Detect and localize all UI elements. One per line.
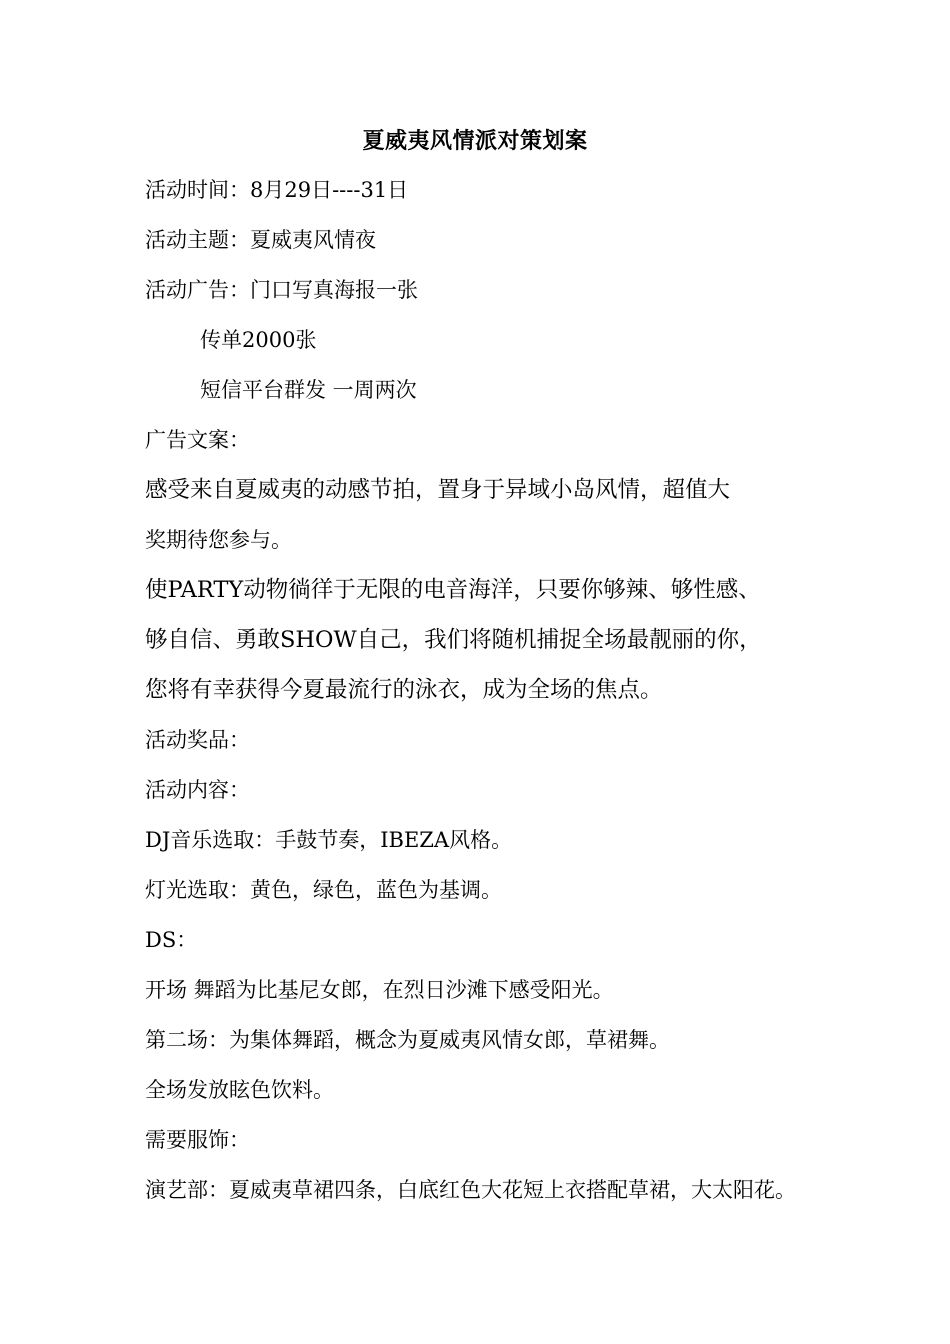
costume-heading: 需要服饰： — [145, 1128, 250, 1152]
document-title: 夏威夷风情派对策划案 — [362, 128, 588, 154]
flyer-line: 传单2000张 — [200, 328, 317, 352]
content-heading: 活动内容： — [145, 778, 250, 802]
ad-copy-line: 够自信、勇敢SHOW自己，我们将随机捕捉全场最靓丽的你， — [145, 627, 762, 653]
lighting-line: 灯光选取：黄色，绿色，蓝色为基调。 — [145, 878, 502, 902]
ad-copy-line: 奖期待您参与。 — [145, 528, 292, 552]
second-show-line: 第二场：为集体舞蹈，概念为夏威夷风情女郎，草裙舞。 — [145, 1028, 670, 1052]
ad-copy-heading: 广告文案： — [145, 428, 250, 452]
dj-music-line: DJ音乐选取：手鼓节奏，IBEZA风格。 — [145, 828, 513, 852]
activity-ad-line: 活动广告：门口写真海报一张 — [145, 278, 418, 302]
ad-copy-line: 使PARTY动物徜徉于无限的电音海洋，只要你够辣、够性感、 — [145, 577, 761, 603]
drinks-line: 全场发放眩色饮料。 — [145, 1078, 334, 1102]
prizes-heading: 活动奖品： — [145, 728, 250, 752]
sms-line: 短信平台群发 一周两次 — [200, 378, 417, 402]
ds-heading: DS： — [145, 928, 198, 952]
performance-dept-line: 演艺部：夏威夷草裙四条，白底红色大花短上衣搭配草裙，大太阳花。 — [145, 1178, 796, 1202]
ad-copy-line: 感受来自夏威夷的动感节拍，置身于异域小岛风情，超值大 — [145, 477, 731, 503]
activity-time-line: 活动时间：8月29日----31日 — [145, 178, 409, 202]
activity-theme-line: 活动主题：夏威夷风情夜 — [145, 228, 376, 252]
ad-copy-line: 您将有幸获得今夏最流行的泳衣，成为全场的焦点。 — [145, 677, 663, 703]
opening-line: 开场 舞蹈为比基尼女郎，在烈日沙滩下感受阳光。 — [145, 978, 614, 1002]
